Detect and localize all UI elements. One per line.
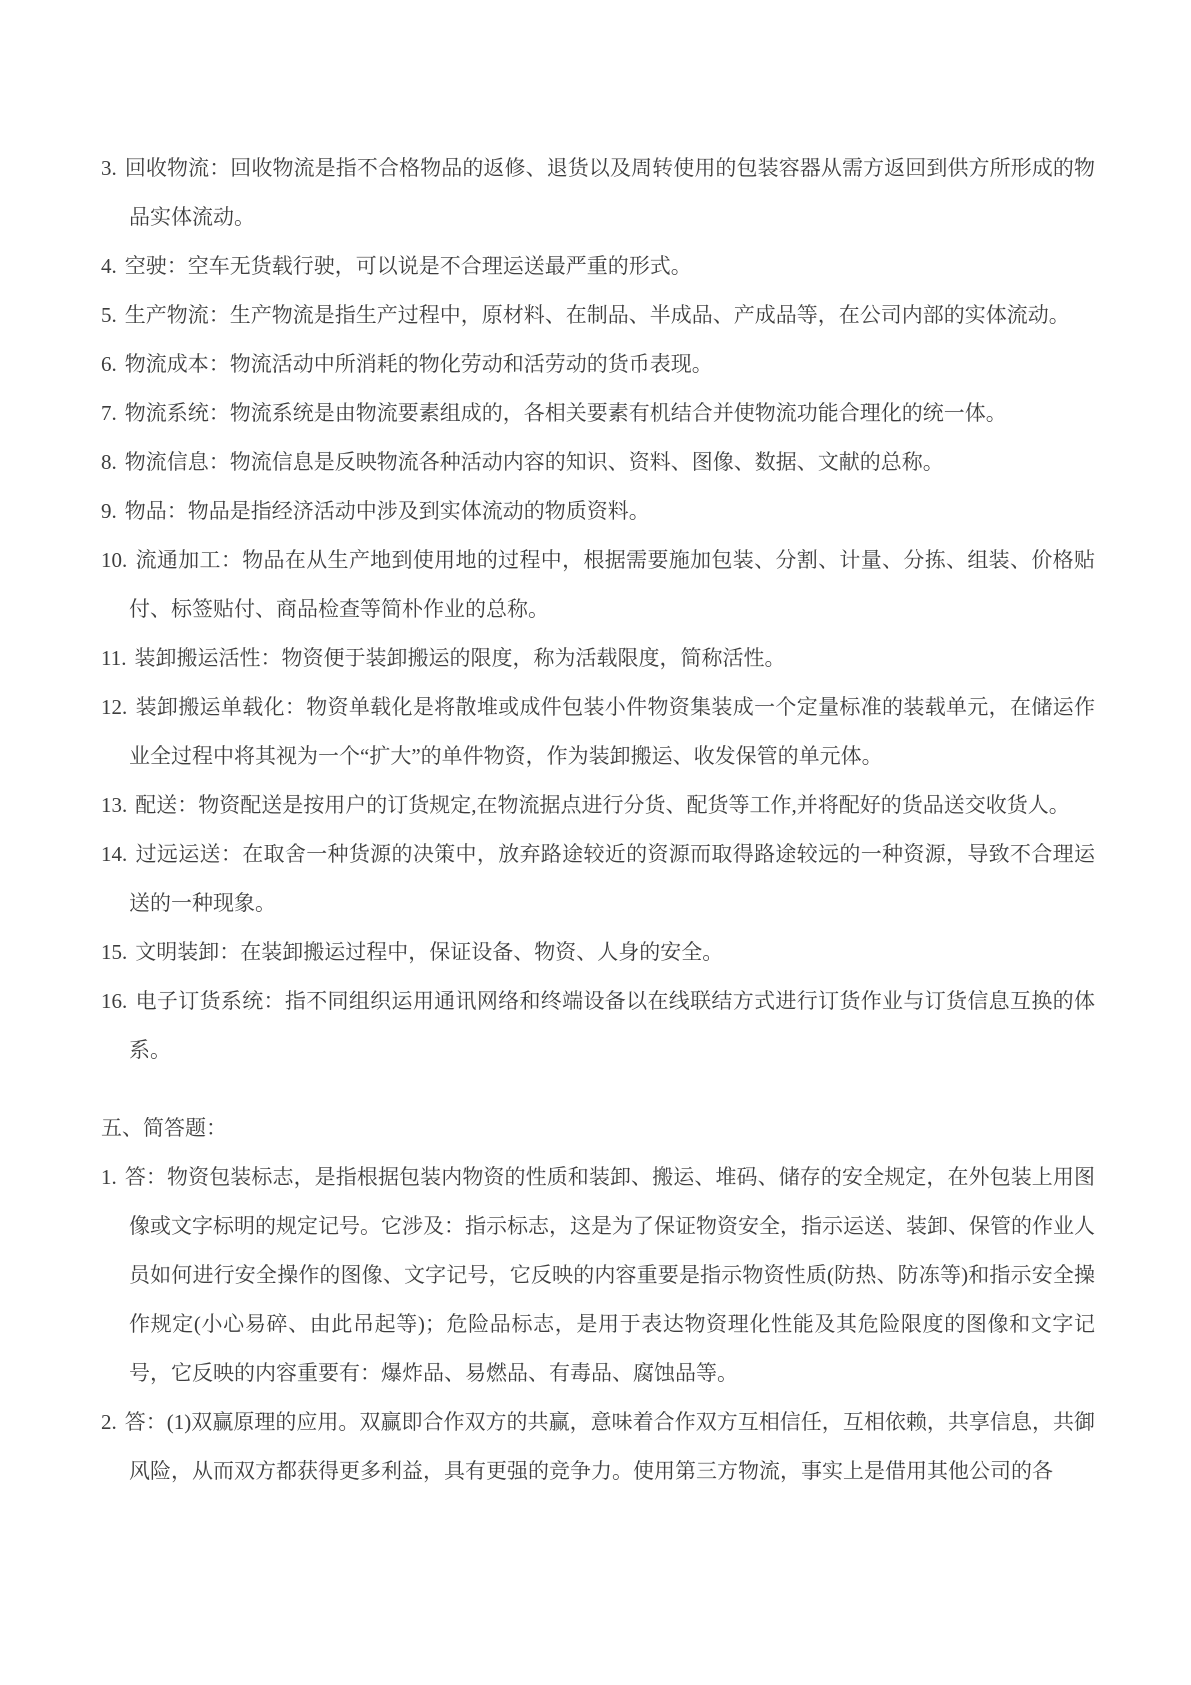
definition-number: 11. xyxy=(101,646,127,670)
definition-number: 4. xyxy=(101,254,117,278)
definition-text: 生产物流：生产物流是指生产过程中，原材料、在制品、半成品、产成品等，在公司内部的实体流动。 xyxy=(124,303,1070,327)
definition-text: 空驶：空车无货载行驶，可以说是不合理运送最严重的形式。 xyxy=(124,254,692,278)
definition-item-12 xyxy=(101,683,1095,781)
definition-text: 过远运送：在取舍一种货源的决策中，放弃路途较近的资源而取得路途较远的一种资源，导致不合理运送的一种现象。 xyxy=(129,842,1095,915)
definition-text: 装卸搬运单载化：物资单载化是将散堆或成件包装小件物资集装成一个定量标准的装载单元，在储运作业全过程中将其视为一个“扩大”的单件物资，作为装卸搬运、收发保管的单元体。 xyxy=(129,695,1095,768)
definition-number: 12. xyxy=(101,695,128,719)
answer-item-1 xyxy=(101,1153,1095,1398)
definition-item-14 xyxy=(101,830,1095,928)
definition-item-3 xyxy=(101,144,1095,242)
definition-number: 13. xyxy=(101,793,128,817)
document-content xyxy=(101,144,1095,1496)
definition-number: 7. xyxy=(101,401,117,425)
definition-text: 物品：物品是指经济活动中涉及到实体流动的物质资料。 xyxy=(124,499,650,523)
definition-text: 物流信息：物流信息是反映物流各种活动内容的知识、资料、图像、数据、文献的总称。 xyxy=(124,450,944,474)
definition-number: 14. xyxy=(101,842,128,866)
definition-item-16 xyxy=(101,977,1095,1075)
section-heading: 五、简答题： xyxy=(101,1116,227,1140)
definition-text: 电子订货系统：指不同组织运用通讯网络和终端设备以在线联结方式进行订货作业与订货信息互换的体系。 xyxy=(129,989,1095,1062)
answer-text: 答：(1)双赢原理的应用。双赢即合作双方的共赢，意味着合作双方互相信任，互相依赖，共享信息，共御风险，从而双方都获得更多利益，具有更强的竞争力。使用第三方物流，事实上是借用其他公司的各 xyxy=(124,1410,1095,1483)
definition-number: 8. xyxy=(101,450,117,474)
definition-text: 物流成本：物流活动中所消耗的物化劳动和活劳动的货币表现。 xyxy=(124,352,713,376)
definition-item-9 xyxy=(101,487,1095,536)
definition-text: 回收物流：回收物流是指不合格物品的返修、退货以及周转使用的包装容器从需方返回到供方所形成的物品实体流动。 xyxy=(124,156,1095,229)
definition-text: 物流系统：物流系统是由物流要素组成的，各相关要素有机结合并使物流功能合理化的统一体。 xyxy=(124,401,1007,425)
definition-text: 流通加工：物品在从生产地到使用地的过程中，根据需要施加包装、分割、计量、分拣、组装、价格贴付、标签贴付、商品检查等简朴作业的总称。 xyxy=(129,548,1095,621)
answer-number: 2. xyxy=(101,1410,117,1434)
definition-item-11 xyxy=(101,634,1095,683)
definition-number: 16. xyxy=(101,989,128,1013)
definition-number: 9. xyxy=(101,499,117,523)
definition-item-15 xyxy=(101,928,1095,977)
definition-item-13 xyxy=(101,781,1095,830)
definition-number: 10. xyxy=(101,548,128,572)
definition-number: 3. xyxy=(101,156,117,180)
definition-number: 6. xyxy=(101,352,117,376)
answer-text: 答：物资包装标志，是指根据包装内物资的性质和装卸、搬运、堆码、储存的安全规定，在外包装上用图像或文字标明的规定记号。它涉及：指示标志，这是为了保证物资安全，指示运送、装卸、保管的作业人员如何进行安全操作的图像、文字记号，它反映的内容重要是指示物资性质(防热、防冻等)和指示安全操作规定(小心易碎、由此吊起等)；危险品标志，是用于表达物资理化性能及其危险限度的图像和文字记号，它反映的内容重要有：爆炸品、易燃品、有毒品、腐蚀品等。 xyxy=(124,1165,1095,1385)
definition-item-6 xyxy=(101,340,1095,389)
definition-text: 装卸搬运活性：物资便于装卸搬运的限度，称为活载限度，简称活性。 xyxy=(134,646,786,670)
answer-item-2 xyxy=(101,1398,1095,1496)
definition-item-5 xyxy=(101,291,1095,340)
definition-item-8 xyxy=(101,438,1095,487)
definition-item-10 xyxy=(101,536,1095,634)
definition-number: 15. xyxy=(101,940,128,964)
definition-text: 配送：物资配送是按用户的订货规定,在物流据点进行分货、配货等工作,并将配好的货品送交收货人。 xyxy=(135,793,1070,817)
definition-item-7 xyxy=(101,389,1095,438)
answer-number: 1. xyxy=(101,1165,117,1189)
definition-text: 文明装卸：在装卸搬运过程中，保证设备、物资、人身的安全。 xyxy=(135,940,724,964)
definition-item-4 xyxy=(101,242,1095,291)
definition-number: 5. xyxy=(101,303,117,327)
